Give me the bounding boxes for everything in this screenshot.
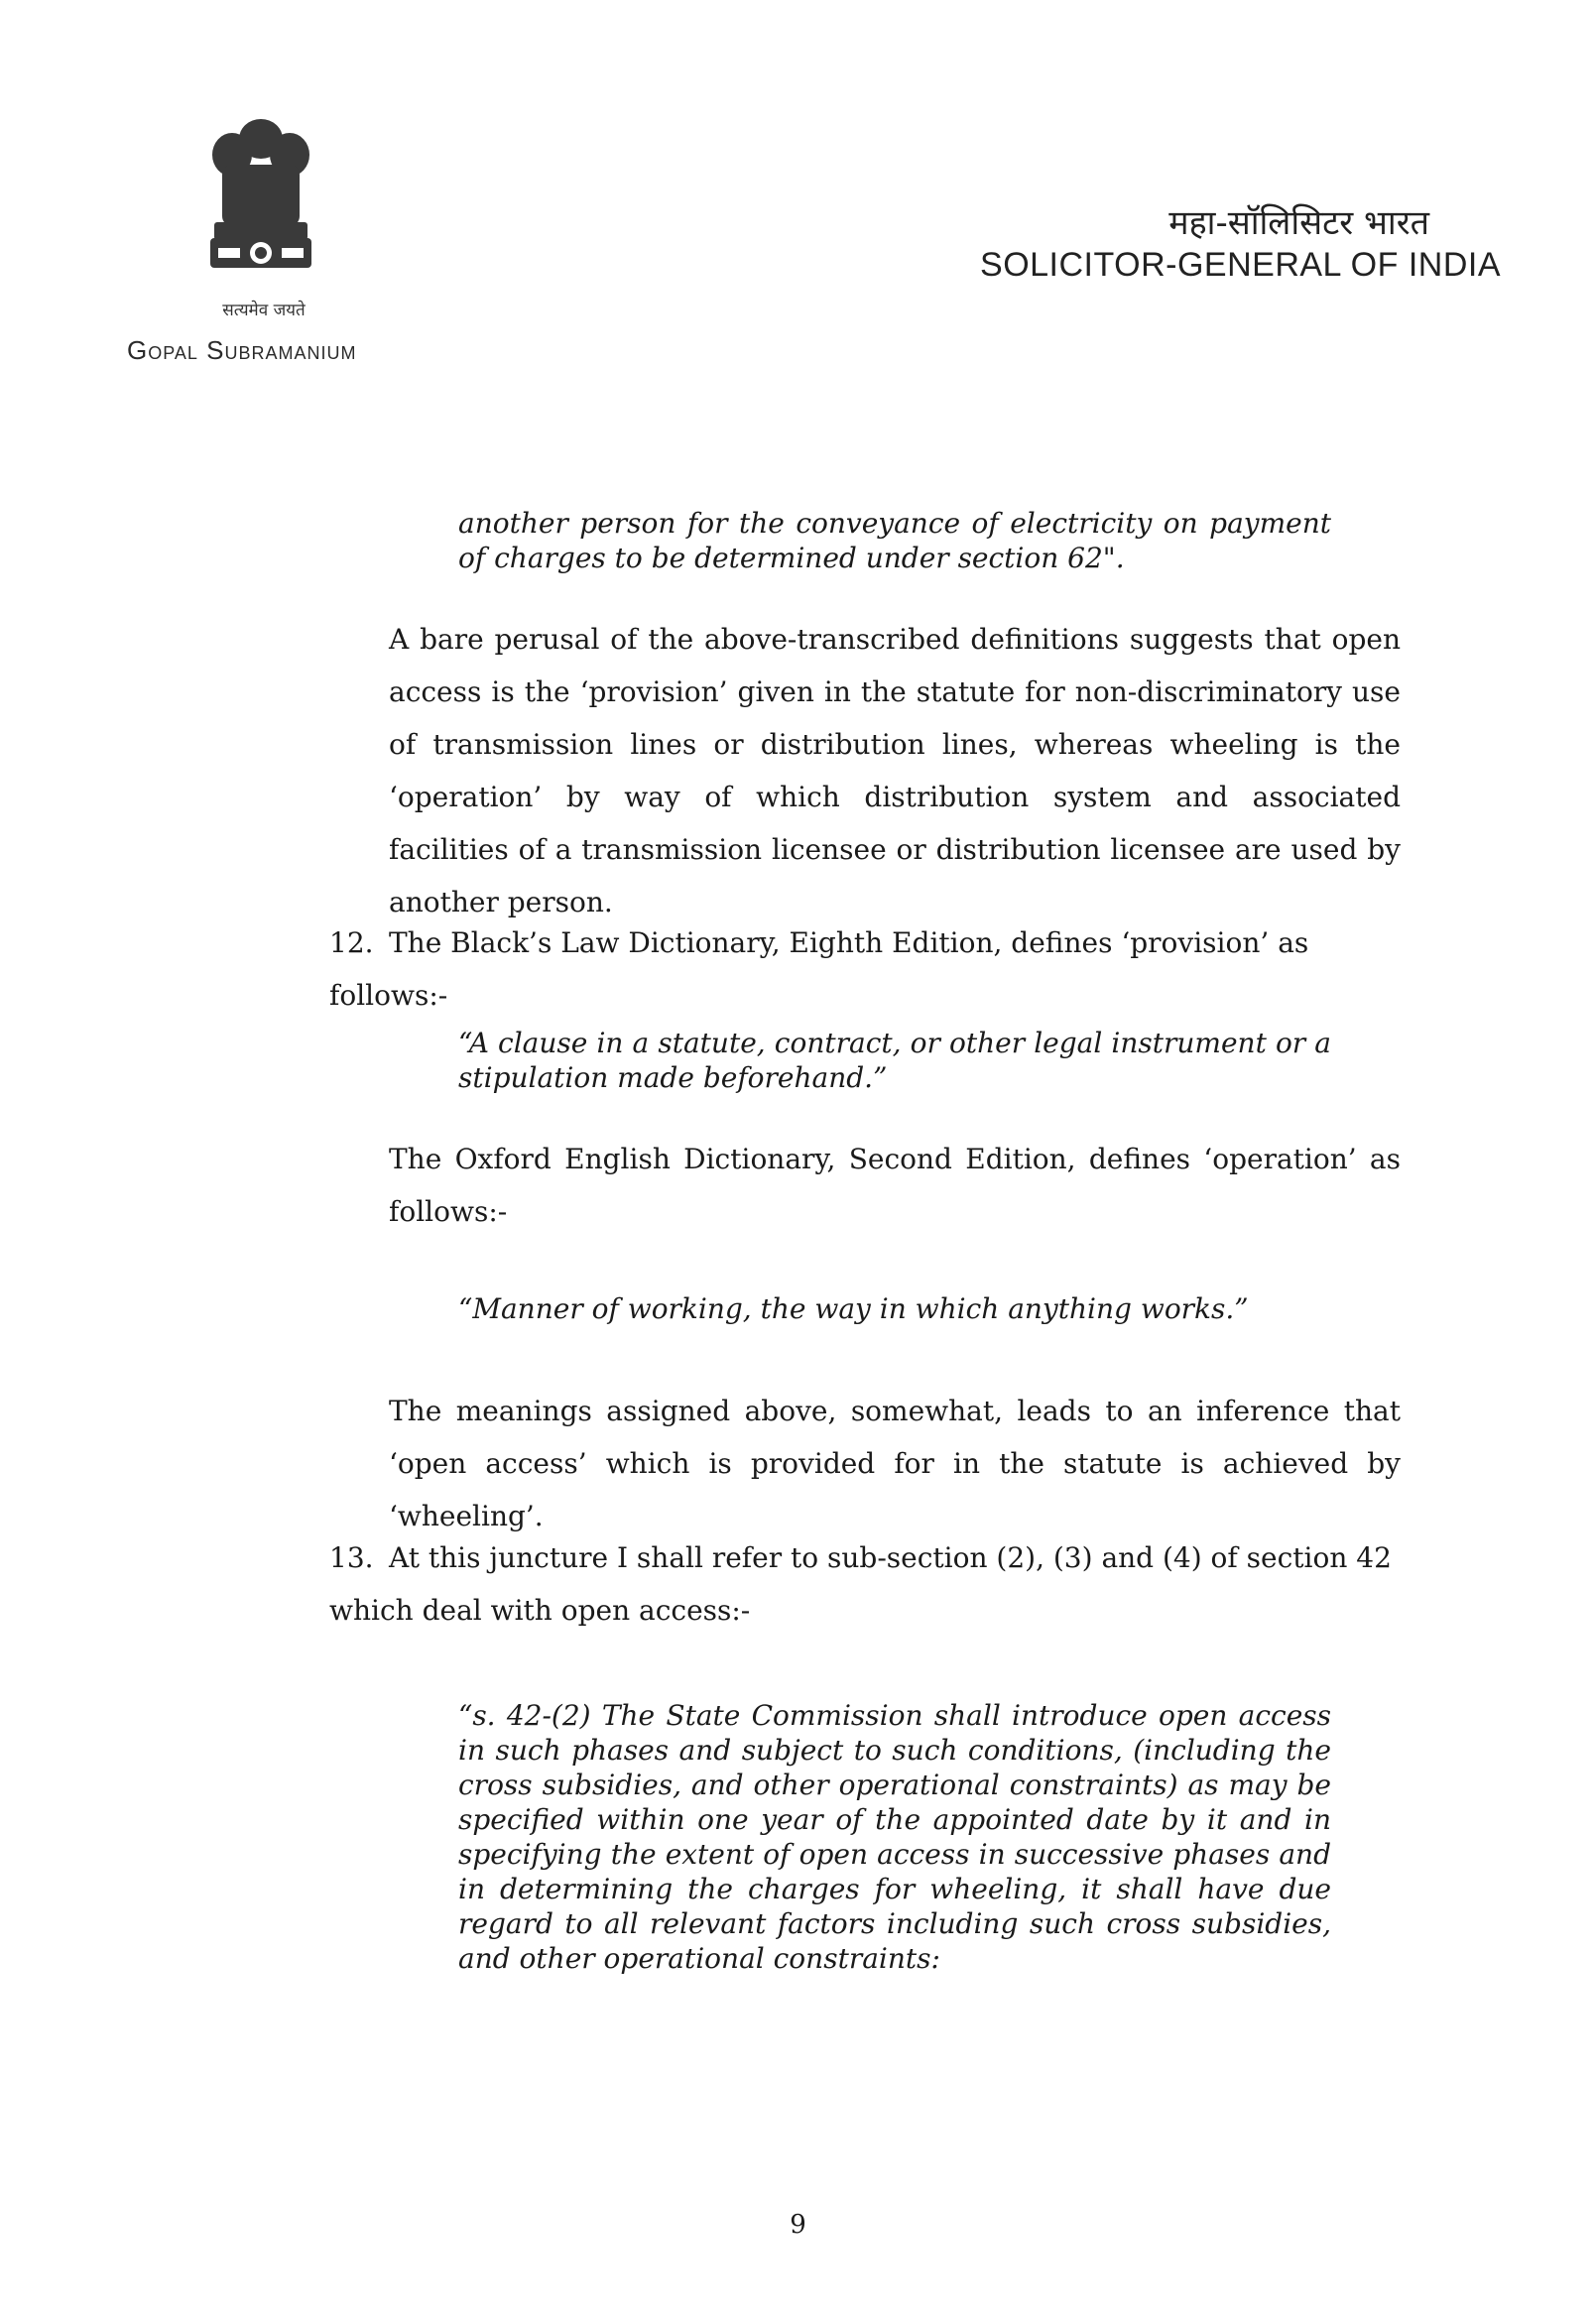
paragraph-12-text: The Black’s Law Dictionary, Eighth Edition, defines ‘provision’ as follows:-	[329, 926, 1309, 1012]
quote-provision: “A clause in a statute, contract, or other legal instrument or a stipulation made beforehand.”	[458, 1027, 1331, 1094]
paragraph-definitions: A bare perusal of the above-transcribed definitions suggests that open access is the ‘provision’ given in the statute for non-discriminatory use of transmission lines or distribution lines, whereas wheeling is the ‘operation’ by way of which distribution system and associated facilities of a transmission licensee or distribution licensee are used by another person.	[389, 623, 1401, 918]
office-title-english: SOLICITOR-GENERAL OF INDIA	[980, 246, 1501, 284]
quote-operation: “Manner of working, the way in which anything works.”	[458, 1292, 1249, 1325]
paragraph-13	[329, 1531, 1401, 1637]
quote-section-42: “s. 42-(2) The State Commission shall introduce open access in such phases and subject to such conditions, (including the cross subsidies, and other operational constraints) as may be specified within one year of the appointed date by it and in specifying the extent of open access in successive phases and in determining the charges for wheeling, it shall have due regard to all relevant factors including such cross subsidies, and other operational constraints:	[458, 1699, 1331, 1975]
paragraph-12	[329, 916, 1401, 1022]
paragraph-meanings: The meanings assigned above, somewhat, leads to an inference that ‘open access’ which is provided for in the statute is achieved by ‘wheeling’.	[389, 1395, 1401, 1532]
emblem-motto: सत्यमेव जयते	[222, 301, 306, 320]
paragraph-number: 12.	[329, 926, 374, 959]
paragraph-oxford: The Oxford English Dictionary, Second Edition, defines ‘operation’ as follows:-	[389, 1143, 1401, 1228]
state-emblem-icon	[194, 111, 327, 290]
paragraph-13-text: At this juncture I shall refer to sub-section (2), (3) and (4) of section 42 which deal with open access:-	[329, 1541, 1392, 1627]
office-title-hindi: महा-सॉलिसिटर भारत	[1168, 203, 1429, 243]
continued-quote: another person for the conveyance of electricity on payment of charges to be determined under section 62".	[458, 507, 1331, 574]
officer-name: Gopal Subramanium	[127, 335, 357, 365]
paragraph-number: 13.	[329, 1541, 374, 1574]
page-number: 9	[790, 2210, 806, 2240]
